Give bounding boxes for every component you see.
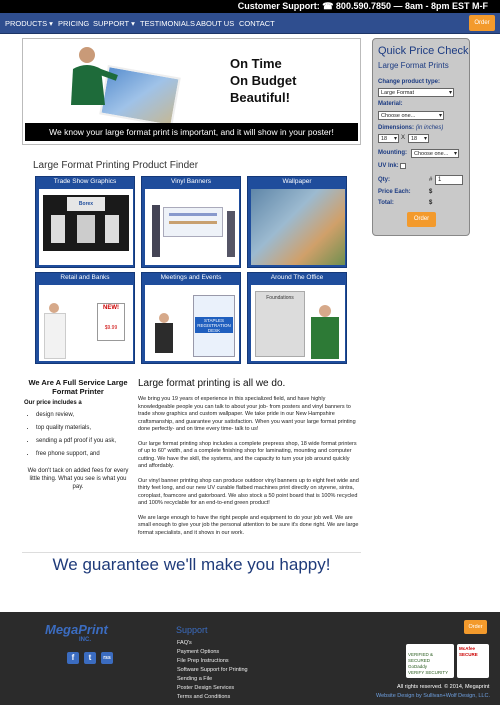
tile-retail-and-banks[interactable]: [35, 272, 135, 364]
hero-line-1: On Time: [230, 56, 282, 71]
guarantee-statement: We guarantee we'll make you happy!: [22, 552, 361, 575]
foundations-sign: Foundations: [266, 295, 294, 301]
design-credit-link[interactable]: Website Design by Sullivan+Wolf Design, LLC.: [376, 693, 490, 699]
footer-link-poster-design[interactable]: Poster Design Services: [177, 685, 235, 691]
article-paragraph: Our vinyl banner printing shop can produce outdoor vinyl banners up to eight feet wide and thirty feet long, and our new UV curable flatbed machines print directly on styrene, sintra, coroplast, foamcore and gatorboard. We also stock a 50 point board that is 100% recycled and 100% recyclable for an end-to-end green product!: [138, 477, 359, 506]
facebook-icon[interactable]: f: [67, 652, 79, 664]
price-each-label: Price Each:: [378, 189, 411, 195]
services-heading: We Are A Full Service Large Format Printer: [28, 378, 128, 396]
nav-testimonials[interactable]: TESTIMONIALS: [140, 19, 196, 28]
total-value: $: [429, 200, 433, 206]
retail-price-text: $9.99: [104, 325, 118, 331]
quick-price-order-button[interactable]: Order: [407, 212, 436, 227]
nav-products[interactable]: PRODUCTS ▾: [5, 19, 53, 28]
footer-link-terms[interactable]: Terms and Conditions: [177, 694, 231, 700]
services-list: [24, 409, 132, 461]
nav-pricing[interactable]: PRICING: [58, 19, 90, 28]
article-heading: Large format printing is all we do.: [138, 378, 286, 389]
copyright-text: All rights reserved. © 2014, Megaprint: [397, 684, 490, 690]
tile-caption: Retail and Banks: [60, 274, 110, 281]
dimensions-label: [378, 125, 443, 131]
customer-support-text: Customer Support: ☎ 800.590.7850 — 8am - 8pm EST M-F: [237, 1, 488, 11]
price-each-value: $: [429, 189, 433, 195]
hero-headline: [230, 55, 296, 106]
mounting-label: Mounting:: [378, 150, 407, 156]
office-image: [251, 285, 345, 361]
retail-new-text: NEW!: [103, 305, 119, 311]
article-paragraph: We are large enough to have the right people and equipment to do your job well. We are small enough to give your job the personal attention to be sure it's done right. We are large format specialists, and it shows in our work.: [138, 514, 359, 536]
wallpaper-image: [251, 189, 345, 265]
hero-line-3: Beautiful!: [230, 90, 290, 105]
article-paragraph: We bring you 19 years of experience in this specialized field, and have highly knowledgeable people you can talk to about your job- from posters and vinyl banners to trade show graphics and custom wallpaper. We take pride in our New Hampshire craftsmanship, and guarantee your satisfaction. When you want your large format printing done perfectly- and on time every time- talk to us!: [138, 396, 356, 432]
tile-caption: Vinyl Banners: [171, 178, 211, 185]
qty-hash: #: [429, 177, 433, 183]
hero-tagline: We know your large format print is important, and it will show in your poster!: [25, 123, 358, 141]
tile-wallpaper[interactable]: [247, 176, 347, 268]
tile-vinyl-banners[interactable]: [141, 176, 241, 268]
services-item: • top quality materials,: [36, 422, 132, 435]
main-nav: [0, 13, 500, 34]
nav-contact[interactable]: CONTACT: [239, 19, 275, 28]
services-note: We don't tack on added fees for every little thing. What you see is what you pay.: [27, 468, 129, 490]
borex-sign: Borex: [67, 197, 105, 211]
quick-price-check-panel: [372, 38, 470, 236]
footer-order-button[interactable]: Order: [464, 620, 487, 634]
qty-input[interactable]: 1: [435, 175, 463, 185]
product-finder-title: Large Format Printing Product Finder: [33, 160, 199, 171]
badge-date: 30-Jul-14 10:00 GMT: [408, 677, 446, 682]
vinyl-banner-image: [145, 189, 239, 265]
dimensions-label-text: Dimensions:: [378, 125, 415, 131]
hero-person-image: [61, 43, 121, 105]
quick-price-title: Quick Price Check: [378, 45, 469, 57]
uv-ink-checkbox[interactable]: [400, 163, 406, 169]
services-item: • free phone support, and: [36, 448, 132, 461]
quick-price-subtitle: Large Format Prints: [378, 61, 449, 70]
dimension-x: X: [401, 135, 406, 141]
mounting-select[interactable]: Choose one... ▾: [411, 149, 459, 158]
godaddy-text: VERIFIED & SECURED GoDaddy VERIFY SECURITY: [408, 652, 449, 675]
godaddy-seal[interactable]: [406, 644, 454, 682]
twitter-icon[interactable]: t: [84, 652, 96, 664]
retail-image: [39, 285, 133, 361]
nav-about-us[interactable]: ABOUT US: [196, 19, 235, 28]
services-item: • sending a pdf proof if you ask,: [36, 435, 132, 448]
tile-meetings-and-events[interactable]: [141, 272, 241, 364]
tile-caption: Wallpaper: [282, 178, 312, 185]
about-article: [138, 378, 360, 537]
tile-caption: Trade Show Graphics: [53, 178, 117, 185]
height-select[interactable]: 18 ▾: [408, 134, 429, 143]
staples-sign: STAPLES REGISTRATION DESK: [195, 317, 233, 333]
footer-link-software-support[interactable]: Software Support for Printing: [177, 667, 248, 673]
tile-trade-show-graphics[interactable]: [35, 176, 135, 268]
uv-ink-label: UV Ink:: [378, 163, 399, 169]
megaprint-logo-sub: INC.: [79, 637, 91, 643]
dimensions-unit: (in inches): [415, 125, 444, 131]
services-column: [24, 378, 132, 491]
qty-label: Qty:: [378, 177, 390, 183]
footer: [0, 612, 500, 705]
hero-line-2: On Budget: [230, 73, 297, 88]
mcafee-seal[interactable]: McAfee SECURE: [457, 644, 489, 678]
width-select[interactable]: 18 ▾: [378, 134, 399, 143]
meetings-image: [145, 285, 239, 361]
material-select[interactable]: Choose one... ▾: [378, 111, 444, 120]
footer-link-payment-options[interactable]: Payment Options: [177, 649, 220, 655]
trade-show-image: [39, 189, 133, 265]
footer-support-title: Support: [176, 625, 208, 635]
hero-banner: [22, 38, 361, 145]
product-type-select[interactable]: Large Format ▾: [378, 88, 454, 97]
top-bar: [0, 0, 500, 13]
rss-icon[interactable]: rss: [101, 652, 113, 664]
megaprint-logo[interactable]: MegaPrint: [45, 622, 108, 637]
footer-link-sending-a-file[interactable]: Sending a File: [177, 676, 213, 682]
tile-caption: Meetings and Events: [160, 274, 222, 281]
tile-around-the-office[interactable]: [247, 272, 347, 364]
nav-order-button[interactable]: Order: [469, 15, 495, 31]
material-label: Material:: [378, 101, 403, 107]
article-paragraph: Our large format printing shop includes a complete prepress shop, 18 wide format printers of up to 60" width, and a complete finishing shop for laminating, mounting and computer cutting. We have the skill, the systems, and the capacity to turn your job around quickly and affordably.: [138, 440, 357, 469]
total-label: Total:: [378, 200, 394, 206]
change-type-label: Change product type:: [378, 79, 441, 85]
footer-link-faqs[interactable]: FAQ's: [177, 640, 192, 646]
services-item: • design review,: [36, 409, 132, 422]
services-includes: Our price includes a: [24, 400, 82, 406]
tile-caption: Around The Office: [270, 274, 324, 281]
footer-link-file-prep[interactable]: File Prep Instructions: [177, 658, 229, 664]
nav-support[interactable]: SUPPORT ▾: [93, 19, 135, 28]
